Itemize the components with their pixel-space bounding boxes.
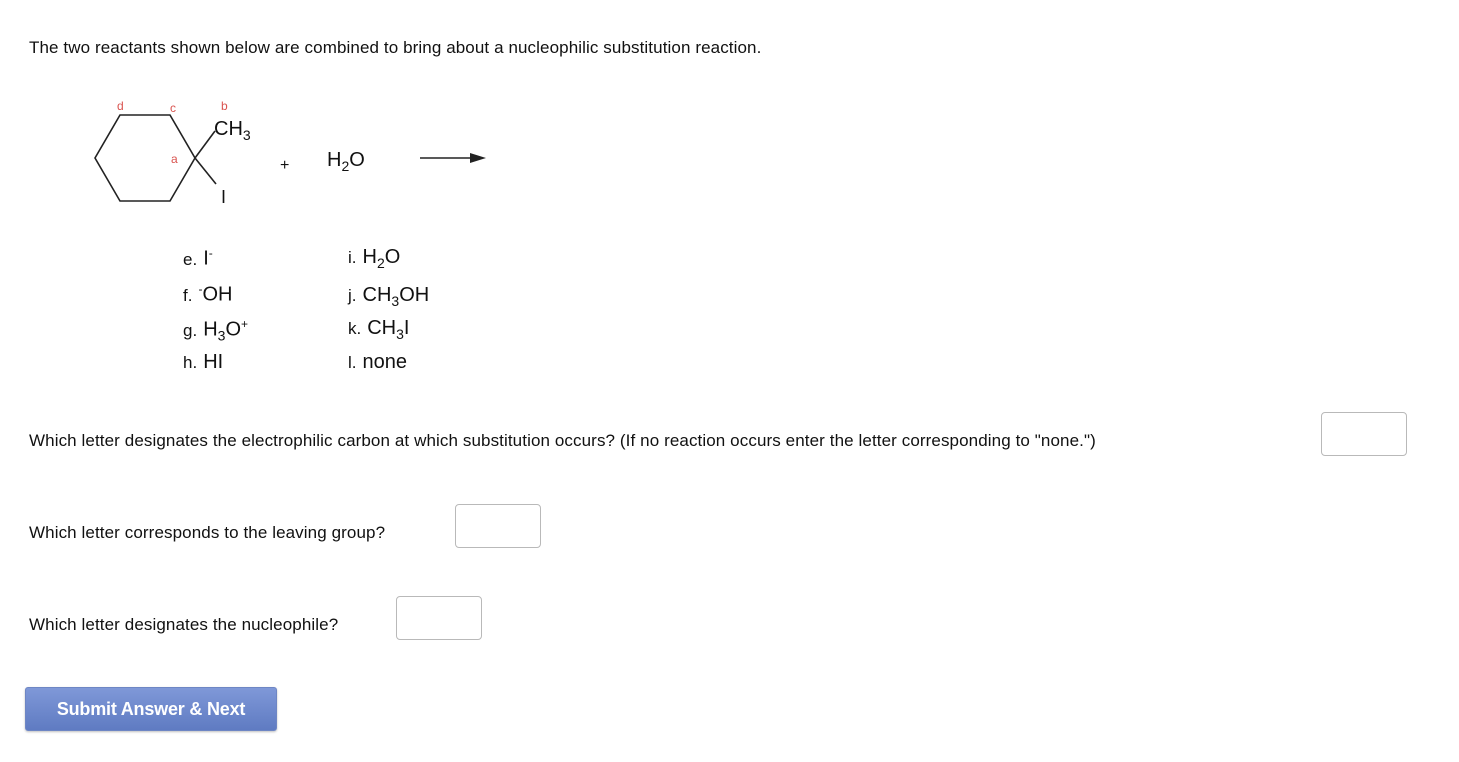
option-letter: e. [183, 249, 198, 269]
option-text2: O [384, 246, 401, 268]
option-text: OH [202, 283, 233, 306]
plus-sign: + [280, 157, 290, 174]
answer-input-nucleophile[interactable] [396, 596, 482, 640]
option-letter: f. [183, 285, 193, 305]
option-text: H [362, 246, 377, 268]
option-text: I [203, 247, 209, 270]
option-f [183, 282, 232, 307]
option-k [348, 317, 409, 342]
option-sub: 3 [217, 327, 226, 344]
bond-to-iodine [195, 158, 216, 184]
option-letter: j. [348, 286, 357, 305]
option-sub: 3 [391, 293, 400, 309]
submit-answer-button[interactable]: Submit Answer & Next [25, 687, 277, 731]
water-o: O [349, 149, 365, 171]
iodine-text: I [221, 187, 227, 207]
water-subscript: 2 [341, 158, 350, 174]
option-g [183, 317, 248, 344]
label-d: d [117, 99, 124, 113]
methyl-text: CH [214, 118, 243, 140]
option-l [348, 351, 407, 374]
option-text: none [362, 351, 407, 373]
option-text: H [203, 318, 218, 341]
option-text2: I [403, 317, 410, 339]
question-leaving-group: Which letter corresponds to the leaving group? [29, 523, 386, 542]
option-text2: O [225, 318, 241, 341]
option-letter: g. [183, 320, 198, 340]
water-h: H [327, 149, 342, 171]
option-letter: h. [183, 353, 198, 372]
cyclohexane-ring [95, 115, 195, 201]
intro-text: The two reactants shown below are combined to bring about a nucleophilic substitution reaction. [29, 38, 762, 57]
option-text: HI [203, 351, 224, 373]
option-letter: l. [348, 353, 357, 372]
answer-input-electrophilic-carbon[interactable] [1321, 412, 1407, 456]
option-e [183, 246, 213, 271]
question-nucleophile: Which letter designates the nucleophile? [29, 615, 339, 634]
option-sup: + [241, 317, 249, 331]
option-letter: i. [348, 248, 357, 267]
question-electrophilic-carbon: Which letter designates the electrophilic carbon at which substitution occurs? (If no reaction occurs enter the letter corresponding to "none.") [29, 431, 1096, 450]
svg-text:CH3 [214, 118, 251, 143]
bond-to-methyl [195, 131, 215, 158]
reaction-scheme [80, 90, 510, 215]
option-text: CH [367, 317, 397, 339]
option-j [348, 284, 429, 309]
label-b: b [221, 99, 228, 113]
option-text: CH [362, 284, 392, 306]
option-text2: OH [399, 284, 430, 306]
option-pre-sup: - [198, 282, 203, 296]
option-sup: - [208, 246, 213, 260]
option-sub: 2 [376, 255, 385, 271]
methyl-subscript: 3 [242, 127, 251, 143]
option-letter: k. [348, 319, 362, 338]
option-i [348, 246, 400, 271]
arrow-head-icon [470, 153, 486, 163]
svg-text:H2O [327, 149, 365, 174]
option-sub: 3 [396, 326, 404, 342]
answer-input-leaving-group[interactable] [455, 504, 541, 548]
label-a: a [171, 152, 178, 166]
label-c: c [170, 101, 176, 115]
option-h [183, 351, 223, 374]
